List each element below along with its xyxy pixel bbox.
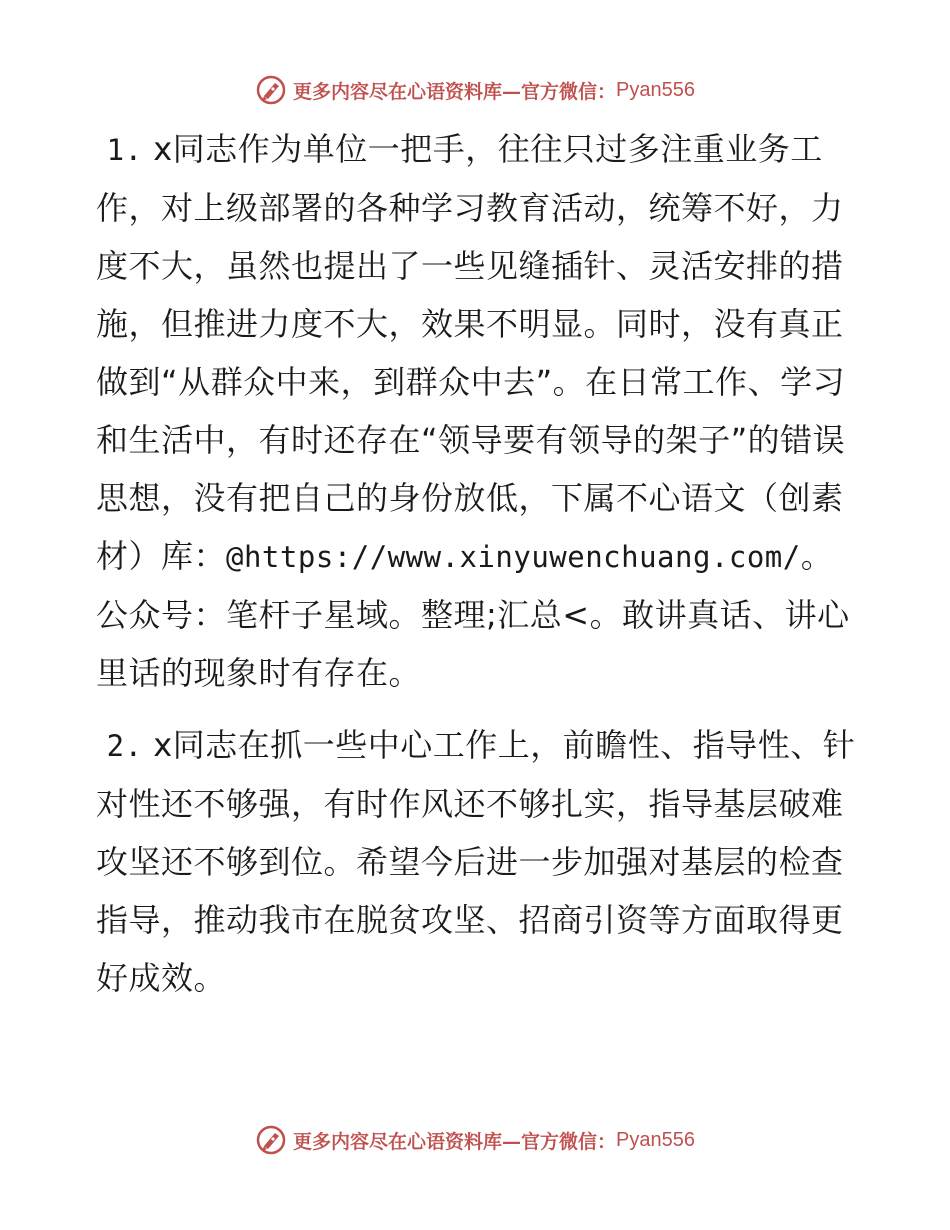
footer-watermark-banner [0, 1120, 950, 1160]
paragraph-number: 1. [106, 133, 143, 167]
header-watermark-banner [0, 70, 950, 110]
paragraph-text: x同志作为单位一把手，往往只过多注重业务工作，对上级部署的各种学习教育活动，统筹不好，力度不大，虽然也提出了一些见缝插针、灵活安排的措施，但推进力度不大，效果不明显。同时，没有真正做到“从群众中来，到群众中去”。在日常工作、学习和生活中，有时还存在“领导要有领导的架子”的错误思想，没有把自己的身份放低，下属不心语文（创素材）库： [96, 130, 846, 575]
paragraph-text: x同志在抓一些中心工作上，前瞻性、指导性、针对性还不够强，有时作风还不够扎实，指导基层破难攻坚还不够到位。希望今后进一步加强对基层的检查指导，推动我市在脱贫攻坚、招商引资等方面取得更好成效。 [96, 726, 856, 997]
paragraph-number: 2. [106, 729, 143, 763]
paragraph-1 [96, 120, 856, 702]
paragraph-2 [96, 716, 856, 1007]
website-url-text: @https://www.xinyuwenchuang.com/ [226, 540, 801, 574]
banner-text: 更多内容尽在心语资料库—官方微信： [293, 80, 617, 103]
paragraph-text: 。公众号：笔杆子星域。整理;汇总<。敢讲真话、讲心里话的现象时有存在。 [96, 537, 850, 692]
banner-wechat-id: Pyan556 [616, 78, 695, 101]
banner-wechat-id: Pyan556 [616, 1128, 695, 1151]
document-body [96, 120, 856, 1007]
pen-nib-logo-icon [255, 74, 287, 106]
banner-text: 更多内容尽在心语资料库—官方微信： [293, 1130, 617, 1153]
pen-nib-logo-icon [255, 1124, 287, 1156]
